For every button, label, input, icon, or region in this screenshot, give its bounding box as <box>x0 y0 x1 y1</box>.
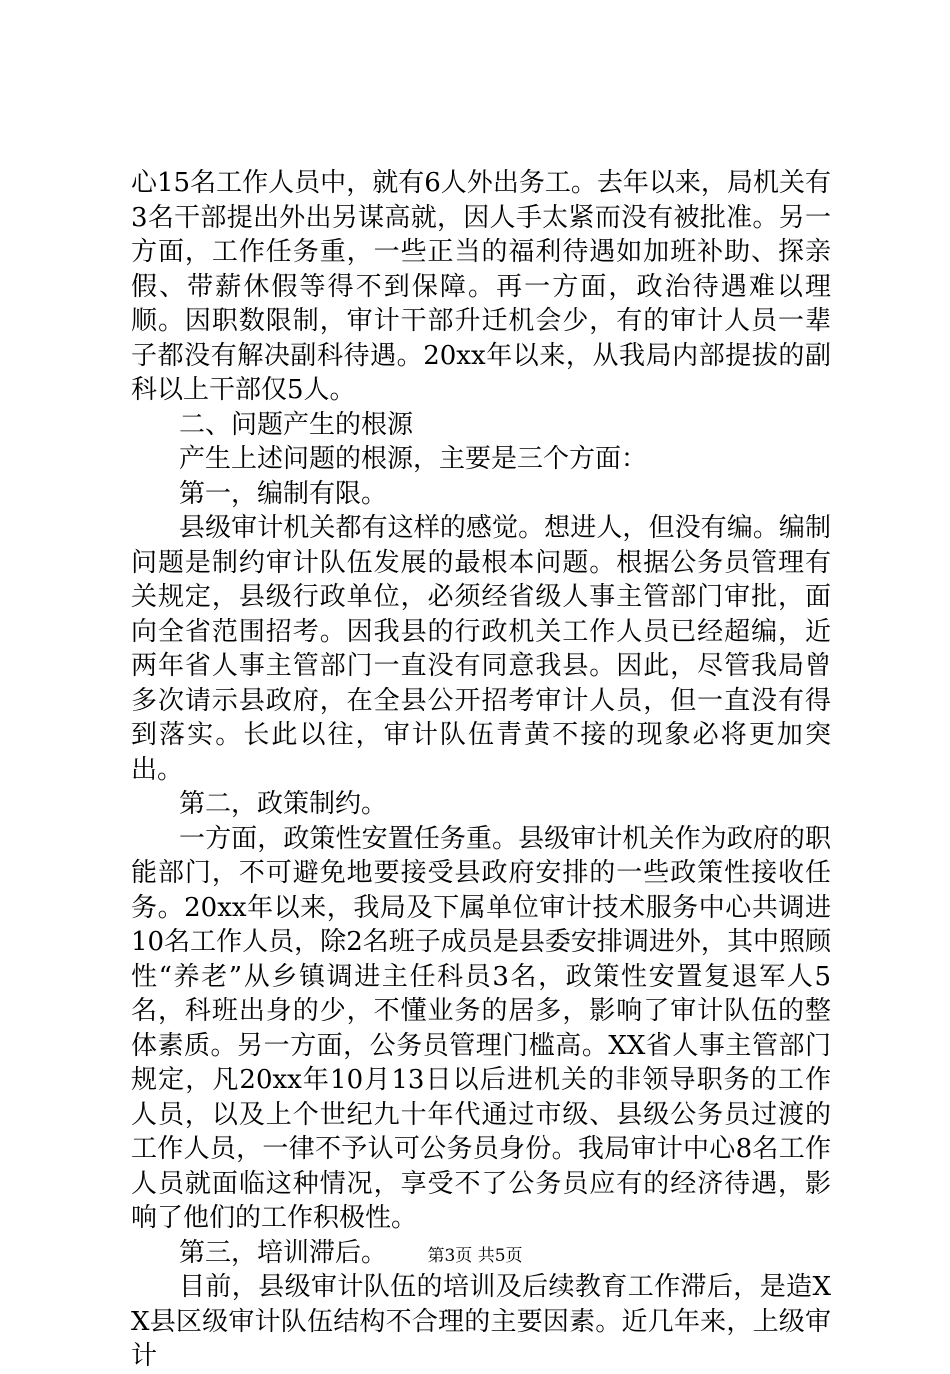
document-body <box>131 166 831 1374</box>
subheading-third: 第三，培训滞后。 <box>179 1237 388 1268</box>
paragraph-continuation: 心15名工作人员中，就有6人外出务工。去年以来，局机关有3名干部提出外出另谋高就，因人手太紧而没有被批准。另一方面，工作任务重，一些正当的福利待遇如加班补助、探亲假、带薪休假等得不到保障。再一方面，政治待遇难以理顺。因职数限制，审计干部升迁机会少，有的审计人员一辈子都没有解决副科待遇。20xx年以来，从我局内部提拔的副科以上干部仅5人。 <box>131 168 831 405</box>
paragraph-policy: 一方面，政策性安置任务重。县级审计机关作为政府的职能部门，不可避免地要接受县政府安排的一些政策性接收任务。20xx年以来，我局及下属单位审计技术服务中心共调进10名工作人员，除2名班子成员是县委安排调进外，其中照顾性“养老”从乡镇调进主任科员3名，政策性安置复退军人5名，科班出身的少，不懂业务的居多，影响了审计队伍的整体素质。另一方面，公务员管理门槛高。XX省人事主管部门规定，凡20xx年10月13日以后进机关的非领导职务的工作人员，以及上个世纪九十年代通过市级、县级公务员过渡的工作人员，一律不予认可公务员身份。我局审计中心8名工作人员就面临这种情况，享受不了公务员应有的经济待遇，影响了他们的工作积极性。 <box>131 823 831 1233</box>
page-number-footer: 第3页 共5页 <box>427 1246 523 1266</box>
section-heading-root-causes: 二、问题产生的根源 <box>179 409 414 440</box>
paragraph-training: 目前，县级审计队伍的培训及后续教育工作滞后，是造XX县区级审计队伍结构不合理的主要因素。近几年来，上级审计 <box>131 1272 831 1371</box>
paragraph-intro: 产生上述问题的根源，主要是三个方面： <box>179 444 648 474</box>
subheading-second: 第二，政策制约。 <box>179 789 388 819</box>
paragraph-staffing: 县级审计机关都有这样的感觉。想进人，但没有编。编制问题是制约审计队伍发展的最根本问题。根据公务员管理有关规定，县级行政单位，必须经省级人事主管部门审批，面向全省范围招考。因我县的行政机关工作人员已经超编，近两年省人事主管部门一直没有同意我县。因此，尽管我局曾多次请示县政府，在全县公开招考审计人员，但一直没有得到落实。长此以往，审计队伍青黄不接的现象必将更加突出。 <box>131 513 831 785</box>
subheading-first: 第一，编制有限。 <box>179 478 388 509</box>
